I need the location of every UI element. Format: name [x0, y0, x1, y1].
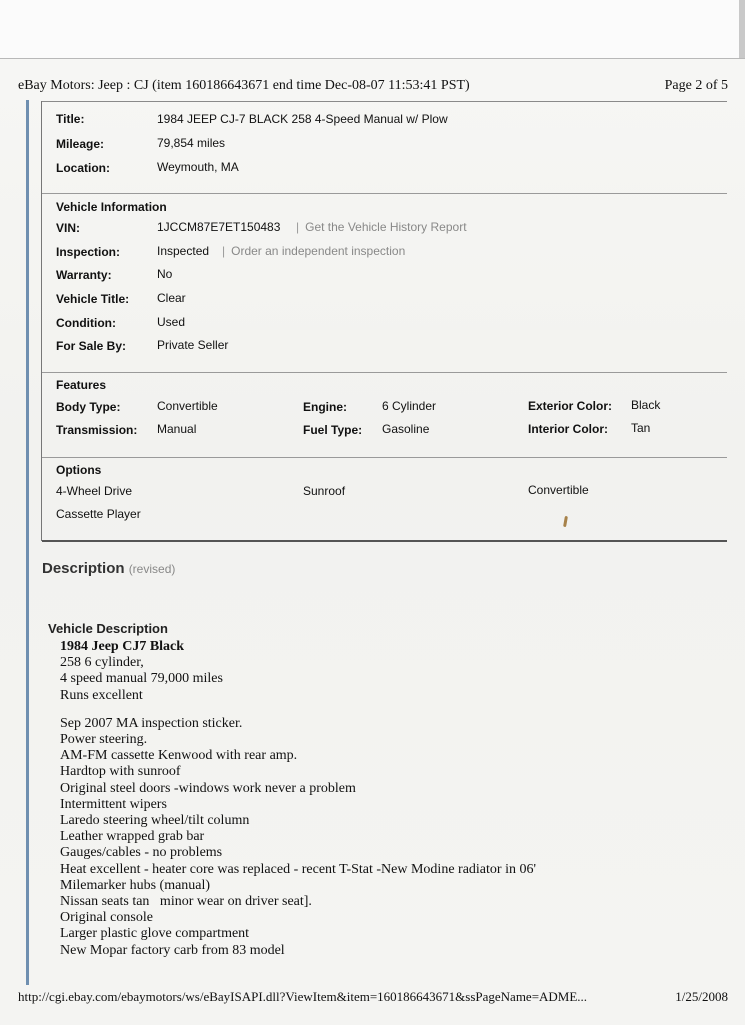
description-line: Hardtop with sunroof: [60, 764, 181, 780]
interior-color-label: Interior Color:: [528, 422, 608, 436]
section-divider: [42, 372, 727, 373]
description-line: 258 6 cylinder,: [60, 655, 144, 671]
order-inspection-link-text[interactable]: Order an independent inspection: [231, 244, 406, 258]
description-line: Sep 2007 MA inspection sticker.: [60, 715, 243, 731]
transmission-value: Manual: [157, 422, 197, 436]
condition-value: Used: [157, 315, 186, 329]
vin-label: VIN:: [56, 221, 80, 235]
description-line: New Mopar factory carb from 83 model: [60, 942, 285, 958]
vehicle-title-label: Vehicle Title:: [56, 292, 130, 306]
vehicle-description-body: [60, 639, 536, 959]
description-line: Gauges/cables - no problems: [60, 845, 223, 861]
options-heading: Options: [56, 463, 102, 477]
engine-label: Engine:: [303, 400, 347, 414]
description-line: Larger plastic glove compartment: [60, 926, 250, 942]
transmission-label: Transmission:: [56, 423, 138, 437]
option-item: 4-Wheel Drive: [56, 484, 133, 498]
paper-fold-edge: [739, 0, 745, 60]
fuel-type-label: Fuel Type:: [303, 423, 363, 437]
listing-box-border: [41, 101, 42, 541]
description-line: Original steel doors -windows work never a problem: [60, 780, 356, 796]
order-inspection-link[interactable]: | Order an independent inspection: [222, 244, 406, 258]
section-divider: [42, 457, 727, 458]
inspection-label: Inspection:: [56, 245, 121, 259]
description-line: AM-FM cassette Kenwood with rear amp.: [60, 748, 298, 764]
print-footer-date: 1/25/2008: [675, 989, 728, 1004]
exterior-color-value: Black: [631, 398, 661, 412]
vin-value: 1JCCM87E7ET150483: [157, 220, 281, 234]
listing-box-bottom-border: [42, 540, 727, 542]
features-heading: Features: [56, 378, 107, 392]
vehicle-title-value: Clear: [157, 291, 186, 305]
description-line: Milemarker hubs (manual): [60, 877, 211, 893]
description-line: Power steering.: [60, 732, 148, 748]
print-header-title: eBay Motors: Jeep : CJ (item 160186643671 end time Dec-08-07 11:53:41 PST): [18, 78, 470, 93]
condition-label: Condition:: [56, 316, 116, 330]
section-divider: [42, 193, 727, 194]
vehicle-information-heading: Vehicle Information: [56, 200, 167, 214]
warranty-value: No: [157, 267, 173, 281]
description-line: Nissan seats tan minor wear on driver seat].: [60, 894, 312, 910]
listing-box-top-border: [42, 101, 727, 102]
vehicle-history-report-link[interactable]: | Get the Vehicle History Report: [296, 220, 467, 234]
print-footer-url: http://cgi.ebay.com/ebaymotors/ws/eBayISAPI.dll?ViewItem&item=160186643671&ssPageName=ADME...: [18, 989, 588, 1004]
title-label: Title:: [56, 112, 85, 126]
exterior-color-label: Exterior Color:: [528, 399, 613, 413]
vehicle-history-report-link-text[interactable]: Get the Vehicle History Report: [305, 220, 467, 234]
left-accent-bar: [26, 100, 29, 985]
location-value: Weymouth, MA: [157, 160, 239, 174]
interior-color-value: Tan: [631, 421, 651, 435]
description-line: Runs excellent: [60, 687, 143, 703]
description-line: Original console: [60, 910, 153, 926]
engine-value: 6 Cylinder: [382, 399, 437, 413]
option-item: Sunroof: [303, 484, 346, 498]
for-sale-by-label: For Sale By:: [56, 339, 127, 353]
mileage-value: 79,854 miles: [157, 136, 226, 150]
description-line: Laredo steering wheel/tilt column: [60, 813, 250, 829]
option-item: Convertible: [528, 483, 589, 497]
print-header-page-number: Page 2 of 5: [664, 78, 728, 93]
description-line: Leather wrapped grab bar: [60, 829, 205, 845]
description-heading: [42, 560, 175, 577]
description-line: 4 speed manual 79,000 miles: [60, 671, 223, 687]
location-label: Location:: [56, 161, 110, 175]
for-sale-by-value: Private Seller: [157, 338, 229, 352]
body-type-label: Body Type:: [56, 400, 121, 414]
description-line: Heat excellent - heater core was replaced - recent T-Stat -New Modine radiator in 06': [60, 861, 536, 877]
description-heading-text: Description: [42, 560, 125, 577]
warranty-label: Warranty:: [56, 268, 112, 282]
fuel-type-value: Gasoline: [382, 422, 430, 436]
description-line: Intermittent wipers: [60, 796, 167, 812]
title-value: 1984 JEEP CJ-7 BLACK 258 4-Speed Manual w/ Plow: [157, 112, 448, 126]
mileage-label: Mileage:: [56, 137, 105, 151]
body-type-value: Convertible: [157, 399, 218, 413]
description-title-line: 1984 Jeep CJ7 Black: [60, 639, 185, 654]
page-top-margin: [0, 0, 745, 58]
description-revised-note: (revised): [128, 562, 176, 576]
inspection-value: Inspected: [157, 244, 210, 258]
option-item: Cassette Player: [56, 507, 141, 521]
vehicle-description-heading: Vehicle Description: [48, 621, 168, 636]
